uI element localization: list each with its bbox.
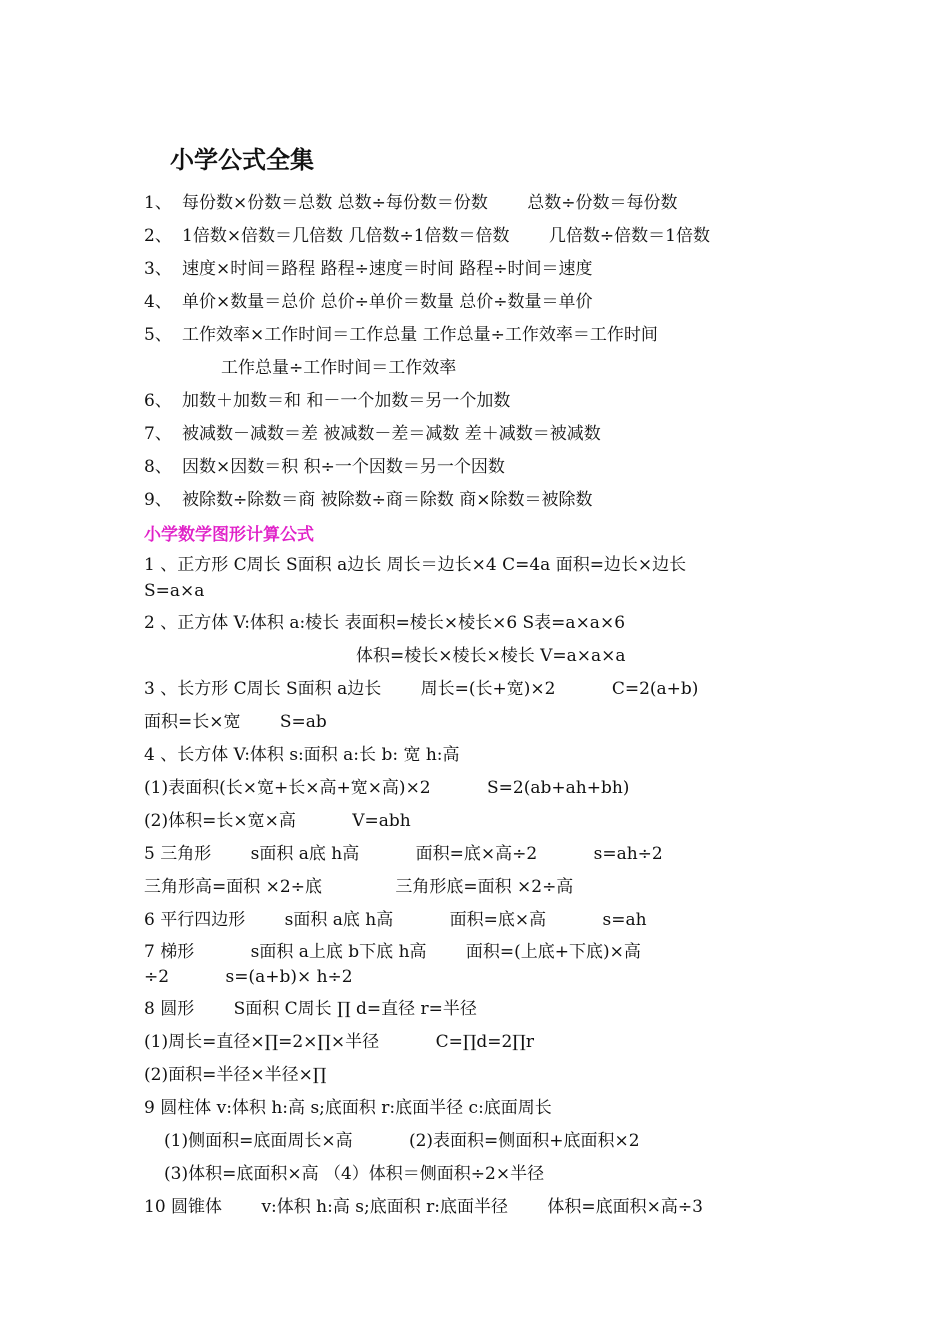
shape-line: 3 、长方形 C周长 S面积 a边长 周长=(长+宽)×2 C=2(a+b) xyxy=(144,679,699,699)
item-number: 2、 xyxy=(144,226,172,246)
shape-line: 9 圆柱体 v:体积 h:高 s;底面积 r:底面半径 c:底面周长 xyxy=(144,1098,552,1118)
formula-line-6 xyxy=(144,390,510,412)
formula-text: 工作总量÷工作时间＝工作效率 xyxy=(221,358,457,378)
formula-text: 因数×因数＝积 积÷一个因数＝另一个因数 xyxy=(182,457,505,477)
formula-line-5 xyxy=(144,324,658,346)
item-number: 3、 xyxy=(144,259,172,279)
shape-line: 10 圆锥体 v:体积 h:高 s;底面积 r:底面半径 体积=底面积×高÷3 xyxy=(144,1197,703,1217)
shape-line: 2 、正方体 V:体积 a:棱长 表面积=棱长×棱长×6 S表=a×a×6 xyxy=(144,613,626,633)
formula-text: 被减数－减数＝差 被减数－差＝减数 差＋减数＝被减数 xyxy=(182,424,601,444)
formula-text: 1倍数×倍数＝几倍数 几倍数÷1倍数＝倍数 几倍数÷倍数＝1倍数 xyxy=(182,226,710,246)
formula-line-4 xyxy=(144,291,593,313)
formula-line-7 xyxy=(144,423,601,445)
item-number: 4、 xyxy=(144,292,172,312)
shape-line: 三角形高=面积 ×2÷底 三角形底=面积 ×2÷高 xyxy=(144,877,574,897)
shape-line: 1 、正方形 C周长 S面积 a边长 周长＝边长×4 C=4a 面积=边长×边长 xyxy=(144,555,687,575)
formula-line-5-continued xyxy=(221,357,456,379)
item-number: 9、 xyxy=(144,490,172,510)
shape-line: (1)表面积(长×宽+长×高+宽×高)×2 S=2(ab+ah+bh) xyxy=(144,778,630,798)
formula-text: 被除数÷除数＝商 被除数÷商＝除数 商×除数＝被除数 xyxy=(182,490,593,510)
shape-line: 4 、长方体 V:体积 s:面积 a:长 b: 宽 h:高 xyxy=(144,745,460,765)
shape-line: 面积=长×宽 S=ab xyxy=(144,712,327,732)
shape-line: (3)体积=底面积×高 （4）体积＝侧面积÷2×半径 xyxy=(164,1164,545,1184)
shape-line: S=a×a xyxy=(144,581,205,601)
formula-line-2 xyxy=(144,225,710,247)
shape-line: 5 三角形 s面积 a底 h高 面积=底×高÷2 s=ah÷2 xyxy=(144,844,663,864)
shape-line: ÷2 s=(a+b)× h÷2 xyxy=(144,967,353,987)
shape-line: (2)体积=长×宽×高 V=abh xyxy=(144,811,411,831)
formula-text: 单价×数量＝总价 总价÷单价＝数量 总价÷数量＝单价 xyxy=(182,292,593,312)
formula-line-9 xyxy=(144,489,593,511)
shape-line: 8 圆形 S面积 C周长 ∏ d=直径 r=半径 xyxy=(144,999,477,1019)
formula-text: 加数＋加数＝和 和－一个加数＝另一个加数 xyxy=(182,391,511,411)
formula-line-8 xyxy=(144,456,505,478)
formula-text: 速度×时间＝路程 路程÷速度＝时间 路程÷时间＝速度 xyxy=(182,259,593,279)
formula-line-3 xyxy=(144,258,593,280)
shape-line: 7 梯形 s面积 a上底 b下底 h高 面积=(上底+下底)×高 xyxy=(144,942,641,962)
item-number: 8、 xyxy=(144,457,172,477)
formula-text: 每份数×份数＝总数 总数÷每份数＝份数 总数÷份数＝每份数 xyxy=(182,193,678,213)
shape-line: 6 平行四边形 s面积 a底 h高 面积=底×高 s=ah xyxy=(144,910,647,930)
item-number: 1、 xyxy=(144,193,172,213)
shape-line: (1)侧面积=底面周长×高 (2)表面积=侧面积+底面积×2 xyxy=(164,1131,640,1151)
section-heading: 小学数学图形计算公式 xyxy=(144,525,314,545)
document-title: 小学公式全集 xyxy=(170,146,314,174)
item-number: 7、 xyxy=(144,424,172,444)
shape-line: (2)面积=半径×半径×∏ xyxy=(144,1065,327,1085)
item-number: 5、 xyxy=(144,325,172,345)
shape-line: (1)周长=直径×∏=2×∏×半径 C=∏d=2∏r xyxy=(144,1032,534,1052)
shape-line: 体积=棱长×棱长×棱长 V=a×a×a xyxy=(356,646,626,666)
formula-line-1 xyxy=(144,192,678,214)
formula-text: 工作效率×工作时间＝工作总量 工作总量÷工作效率＝工作时间 xyxy=(182,325,658,345)
item-number: 6、 xyxy=(144,391,172,411)
